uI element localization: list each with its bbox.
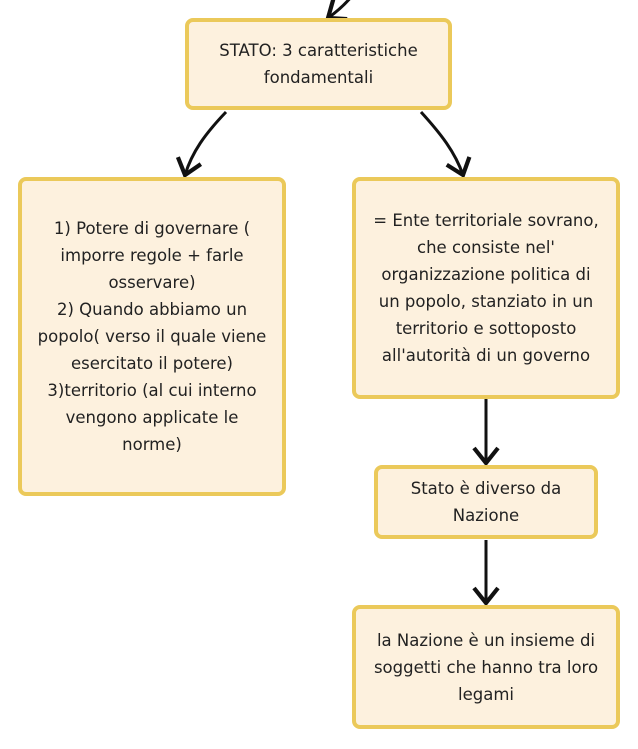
middle-node-text: Stato è diverso da Nazione [410, 479, 562, 525]
left-node-text: 1) Potere di governare ( imporre regole + farle osservare) 2) Quando abbiamo un popolo( verso il quale viene esercitato il potere) 3)territorio (al cui interno vengono applicate le norme) [37, 219, 267, 454]
connector-root-to-right [421, 112, 463, 175]
bottom-node-text: la Nazione è un insieme di soggetti che hanno tra loro legami [373, 630, 599, 704]
root-node-stato[interactable] [185, 18, 452, 110]
connector-incoming-root [328, 0, 352, 18]
bottom-node-nazione[interactable] [352, 605, 620, 729]
right-node-definizione[interactable] [352, 177, 620, 399]
root-node-text: STATO: 3 caratteristiche fondamentali [219, 41, 418, 87]
left-node-caratteristiche[interactable] [18, 177, 286, 496]
middle-node-stato-nazione[interactable] [374, 465, 598, 539]
right-node-text: = Ente territoriale sovrano, che consiste nel' organizzazione politica di un popolo, stanziato in un territorio e sottoposto all'autorità di un governo [373, 211, 599, 365]
connector-root-to-left [185, 112, 226, 175]
